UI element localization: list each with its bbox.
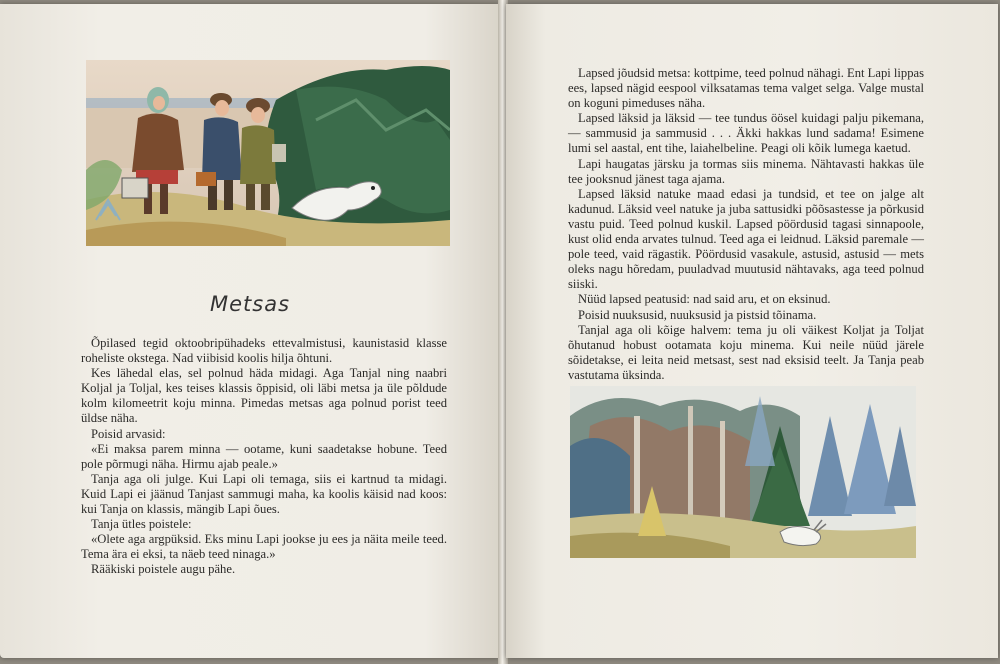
paragraph: Kes lähedal elas, sel polnud häda midagi. Aga Tanjal ning naabri Koljal ja Toljal, kes teises klassis õppisid, oli läbi metsa ja üle põldude kolm kilomeetrit koju minna. Pimedas metsas aga polnud porist teed üldse näha. (81, 366, 447, 426)
illustration-children-walking (86, 60, 450, 246)
paragraph: Lapi haugatas järsku ja tormas siis minema. Nähtavasti hakkas üle tee jooksnud jänest taga ajama. (568, 156, 924, 186)
left-page (0, 4, 500, 658)
paragraph: Lapsed läksid natuke maad edasi ja tundsid, et tee on jalge alt kadunud. Läksid veel natuke ja juba sattusidki põõsastesse ja põrkusid vastu puid. Teed polnud kuskil. Lapsed pöördusid tagasi sinnapoole, kust olid enda arvates tulnud. Teed aga ei leidnud. Läksid paremale — pole teed, vaid rägastik. Pöördusid vasakule, astusid, astusid — mets oleks nagu hõredam, puuladvad muutusid nähtavaks, aga teed polnud siiski. (568, 186, 924, 292)
paragraph: Lapsed läksid ja läksid — tee tundus öösel kuidagi palju pikemana, — sammusid ja sammusid . . . Äkki hakkas lund sadama! Esimene lumi sel aastal, ent tihe, laiahelbeline. Peagi oli kõik lumega kaetud. (568, 111, 924, 156)
paragraph: Õpilased tegid oktoobripühadeks ettevalmistusi, kaunistasid klasse roheliste okstega. Nad viibisid koolis hilja õhtuni. (81, 336, 447, 366)
paragraph: «Olete aga argpüksid. Eks minu Lapi jookse ju ees ja näita meile teed. Tema ära ei eksi, ta näeb teed ninaga.» (81, 532, 447, 562)
paragraph: Tanja aga oli julge. Kui Lapi oli temaga, siis ei kartnud ta midagi. Kuid Lapi ei jäänud Tanjast sammugi maha, ka koolis käisid nad koos: kui Tanja on klassis, mängib Lapi õues. (81, 471, 447, 517)
paragraph: Poisid arvasid: (91, 426, 166, 441)
paragraph: «Ei maksa parem minna — ootame, kuni saadetakse hobune. Teed pole põrmugi näha. Hirmu ajab peale.» (81, 441, 447, 471)
right-page (506, 4, 998, 658)
paragraph: Nüüd lapsed peatusid: nad said aru, et on eksinud. (578, 292, 831, 307)
paragraph: Tanjal aga oli kõige halvem: tema ju oli väikest Koljat ja Toljat õhutanud hobust ootamata koju minema. Kui neile nüüd järele sõidetakse, ei leita neid metsast, sest nad eksisid teelt. Ja Tanja peab vastutama üksinda. (568, 322, 924, 382)
paragraph: Poisid nuuksusid, nuuksusid ja pistsid tõinama. (578, 307, 817, 322)
illustration-forest (570, 386, 916, 558)
right-page-text (568, 66, 924, 383)
chapter-title: Metsas (209, 292, 291, 316)
illustration-children-walking-art (86, 60, 450, 246)
illustration-forest-art (570, 386, 916, 558)
paragraph: Rääkiski poistele augu pähe. (91, 562, 236, 577)
left-page-text (81, 336, 447, 578)
paragraph: Tanja ütles poistele: (91, 517, 192, 532)
paragraph: Lapsed jõudsid metsa: kottpime, teed polnud nähagi. Ent Lapi lippas ees, lapsed nägid eespool vilksatamas tema valget selga. Valge mustal on koguni pimeduses näha. (568, 66, 924, 111)
